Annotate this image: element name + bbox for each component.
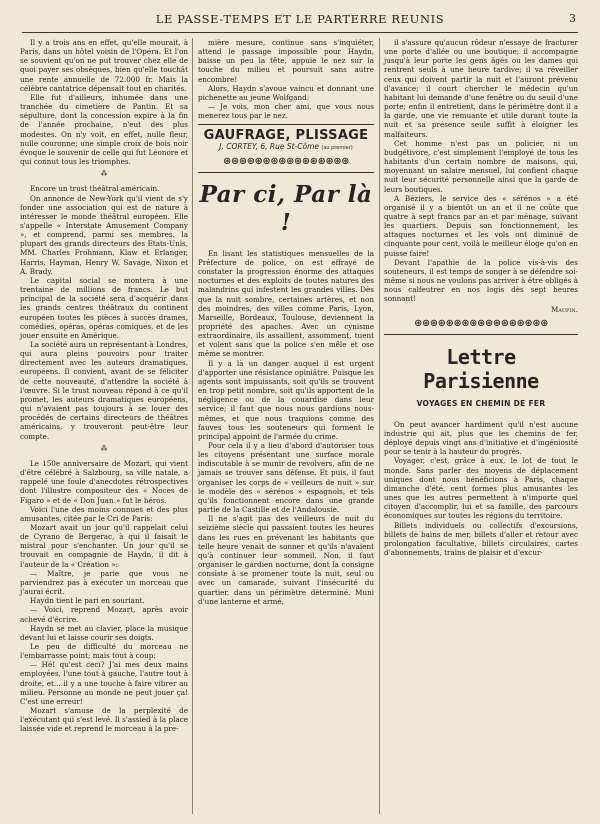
column-right: [384, 38, 578, 557]
author-signature: Maupin.: [551, 305, 578, 314]
paragraph: La société aura un représentant à Londres, qui aura pleins pouvoirs pour traiter directement avec les auteurs dramatiques, européens. Il convient, avant de se féliciter de cette nouveauté, d'attendre la société à l'œuvre. Si le trust nouveau répond à ce qu'il promet, les auteurs dramatiques européens, qui n'avaient pas toujours à se louer des procédés de certains directeurs de théâtres américains, y trouveront peut-être leur compte.: [20, 340, 188, 441]
paragraph: Mozart s'amuse de la perplexité de l'exécutant qui s'est levé. Il s'assied à la place laissée vide et reprend le morceau à la pre-: [20, 706, 188, 734]
paragraph: Voyager, c'est, grâce à eux, le lot de tout le monde. Sans parler des moyens de déplacement uniques dont nous bénéficions à Paris, chaque dimanche d'été, cent formes plus amusantes les unes que les autres permettent à n'importe quel citoyen d'accomplir, lui et sa famille, des parcours économiques sur toutes les régions du territoire.: [384, 456, 578, 521]
advertisement-address: [198, 142, 374, 153]
paragraph: Haydn se met au clavier, place la musique devant lui et laisse courir ses doigts.: [20, 623, 188, 642]
paragraph: On peut avancer hardiment qu'il n'est aucune industrie qui ait, plus que les chemins de fer, déployé depuis vingt ans d'initiative et d'ingéniosité pour se tenir à la hauteur du progrès.: [384, 419, 578, 457]
newspaper-title: LE PASSE-TEMPS ET LE PARTERRE REUNIS: [155, 12, 445, 26]
paragraph: Mozart avait un jour qu'il rappelait celui de Cyrano de Bergerac, à qui il faisait le mistral pour s'enchanter. Un jour qu'il se trouvait en compagnie de Haydn, il dit à l'auteur de la « Création »:: [20, 522, 188, 569]
paragraph: Encore un trust théâtral américain.: [30, 184, 160, 194]
page-number: 3: [569, 12, 576, 25]
divider: [384, 334, 578, 335]
paragraph: Le peu de difficulté du morceau ne l'embarrasse point; mais tout à coup:: [20, 642, 188, 661]
section-subheading: VOYAGES EN CHEMIN DE FER: [416, 398, 546, 408]
paragraph: Il ne s'agit pas des veilleurs de nuit du seizième siècle qui passaient toutes les heures dans les rues en prévenant les habitants que telle heure venait de sonner et qu'ils n'avaient qu'à continuer leur sommeil. Non, il faut organiser le gardien nocturne, dont la consigne consiste à se promener toute la nuit, seul ou avec un camarade, suivant l'insécurité du quartier, dans un périmètre déterminé. Muni d'une lanterne et armé,: [198, 514, 374, 606]
section-heading: Par ci, Par là !: [199, 180, 373, 236]
advertisement-title: GAUFRAGE, PLISSAGE: [203, 128, 369, 144]
column-divider: [192, 38, 193, 814]
column-divider: [379, 38, 380, 814]
paragraph: Alors, Haydn s'avoue vaincu et donnant une pichenette au jeune Wolfgand:: [198, 83, 374, 102]
column-middle: [198, 38, 374, 606]
paragraph: — Voici, reprend Mozart, après avoir achevé d'écrire.: [20, 605, 188, 624]
ornamental-border: ⊛⊛⊛⊛⊛⊛⊛⊛⊛⊛⊛⊛⊛⊛⊛⊛⊛: [414, 317, 548, 329]
advertisement-address-note: (au premier): [321, 144, 353, 151]
section-heading: Lettre Parisienne: [423, 344, 539, 393]
paragraph: — Je vois, mon cher ami, que vous nous menerez tous par le nez.: [198, 102, 374, 121]
paragraph: Le 150e anniversaire de Mozart, qui vient d'être célébré à Salzbourg, sa ville natale, a rappelé une foule d'anecdotes rétrospectives dont l'illustre compositeur des « Noces de Figaro » et de « Don Juan » fut le héros.: [20, 458, 188, 505]
paragraph: Cet homme n'est pas un policier, ni un budgétivore, c'est simplement l'employé de tous les habitants d'un certain nombre de maisons, qui, moyennant un salaire mensuel, lui confient chaque nuit leur sécurité personnelle ainsi que la garde de leurs boutiques.: [384, 138, 578, 194]
paragraph: On annonce de New-York qu'il vient de s'y fonder une association qui est de nature à intéresser le monde théâtral européen. Elle s'appelle « Interstate Amusement Company », et comprend, parmi ses membres, la plupart des grands directeurs des Etats-Unis, MM. Charles Frohmann, Klaw et Erlanger, Harris, Hayman, Henry W. Savage, Nixon et A. Brady.: [20, 193, 188, 276]
paragraph: Elle fut d'ailleurs, inhumée dans une tranchée du cimetière de Pantin. Et sa sépulture, dont la concession expire à la fin de l'année prochaine, n'eut des plus modestes. On n'y voit, en effet, nulle fleur, nulle couronne; une simple croix de bois noir évoque le souvenir de celle qui fut Léonore et qui connut tous les triomphes.: [20, 92, 188, 167]
paragraph: — Maître, je parie que vous ne parviendrez pas à exécuter un morceau que j'aurai écrit.: [20, 568, 188, 597]
paragraph: Pour cela il y a lieu d'abord d'autoriser tous les citoyens présentant une surface morale indiscutable à se munir de revolvers, afin de ne jamais se trouver sans défense. Et puis, il faut organiser les corps de « veilleurs de nuit » sur le modèle des « sérénos » espagnols, et tels qu'ils fonctionnent encore dans une grande partie de la Castille et de l'Andalousie.: [198, 441, 374, 515]
section-ornament: ⁂: [100, 170, 108, 179]
advertisement-address-text: J. CORTEY, 6, Rue St-Côme: [219, 141, 319, 151]
paragraph: Billets individuels ou collectifs d'excursions, billets de bains de mer, billets d'aller et retour avec prolongation facultative, billets circulaires, cartes d'abonnements, trains de plaisir et d'excur-: [384, 520, 578, 558]
paragraph: Voici l'une des moins connues et des plus amusantes, citée par le Cri de Paris:: [20, 504, 188, 523]
ornamental-border: ⊛⊛⊛⊛⊛⊛⊛⊛⊛⊛⊛⊛⊛⊛⊛⊛: [222, 155, 350, 167]
paragraph: Il y a là un danger auquel il est urgent d'apporter une résistance opiniâtre. Puisque les agents sont impuissants, soit qu'ils se trouvent en trop petit nombre, soit qu'ils apportent de la négligence ou de la couardise dans leur service; il faut que nous nous gardions nous-mêmes, et que nous traquions comme des fauves tous les souteneurs qui forment le principal appoint de l'armée du crime.: [198, 358, 374, 441]
page-header: [22, 6, 578, 33]
divider: [198, 172, 374, 173]
paragraph: Le capital social se montera à une trentaine de millions de francs. Le but principal de la société sera d'acquérir dans les grands centres théâtraux du continent européen toutes les pièces à succès drames, comédies, opéras, opéras comiques, et de les jouer ensuite en Amérique.: [20, 275, 188, 340]
section-ornament: ⁂: [100, 444, 108, 453]
column-left: [20, 38, 188, 734]
paragraph: il s'assure qu'aucun rôdeur n'essaye de fracturer une porte d'allée ou une boutique; il accompagne jusqu'à leur porte les gens âgés ou les dames qui rentrent seuls à une heure tardive; il va réveiller ceux qui doivent partir la nuit et l'auront prévenu d'avance; il court chercher le médecin qu'un habitant lui demande d'une fenêtre ou du seuil d'une porte; enfin il entretient, dans le périmètre dont il a la garde, une vie remuante et utile durant toute la nuit et sa présence seule suffit à éloigner les malfaiteurs.: [384, 38, 578, 139]
paragraph: Il y a trois ans en effet, qu'elle mourait, à Paris, dans un hôtel voisin de l'Opéra. Et l'on se souvient qu'on ne put trouver chez elle de quoi payer ses obsèques, bien qu'elle touchât une rente annuelle de 72.000 fr. Mais la célèbre cantatrice dépensait tout en charités.: [20, 38, 188, 93]
paragraph: mière mesure, continue sans s'inquiéter, attend le passage impossible pour Haydn, baisse un peu la tête, appuie le nez sur la touche du milieu et poursuit sans autre encombre!: [198, 38, 374, 84]
paragraph: — Hé! qu'est ceci? J'ai mes deux mains employées, l'une tout à gauche, l'autre tout à droite, et... il y a une touche à faire vibrer au milieu. Personne au monde ne peut jouer ça! C'est une erreur!: [20, 660, 188, 706]
paragraph: Devant l'apathie de la police vis-à-vis des souteneurs, il est temps de songer à se défendre soi-même si nous ne voulons pas arriver à être obligés à nous calfeutrer en nos logis dès sept heures sonnant!: [384, 257, 578, 304]
paragraph: En lisant les statistiques mensuelles de la Préfecture de police, on est effrayé de constater la progression énorme des attaques nocturnes et des exploits de toutes natures des malandrins qui infestent les grandes villes. Dès que la nuit sombre, certaines artères, et non des moindres, des villes comme Paris, Lyon, Marseille, Bordeaux, Toulouse, deviennent la propriété des apaches. Avec un cynisme extraordinaire, ils assaillent, assomment, tuent et volent sans que la police s'en mêle et ose même se montrer.: [198, 248, 374, 359]
divider: [198, 124, 374, 125]
paragraph: Haydn tient le pari en souriant.: [30, 596, 145, 606]
paragraph: A Béziers, le service des « sérénos » a été organisé il y a bientôt un an et il ne coûte que quatre à sept francs par an et par ménage, suivant les quartiers. Depuis son fonctionnement, les attaques nocturnes et les vols ont diminué de cinquante pour cent, voilà le meilleur éloge qu'on en puisse faire!: [384, 193, 578, 258]
